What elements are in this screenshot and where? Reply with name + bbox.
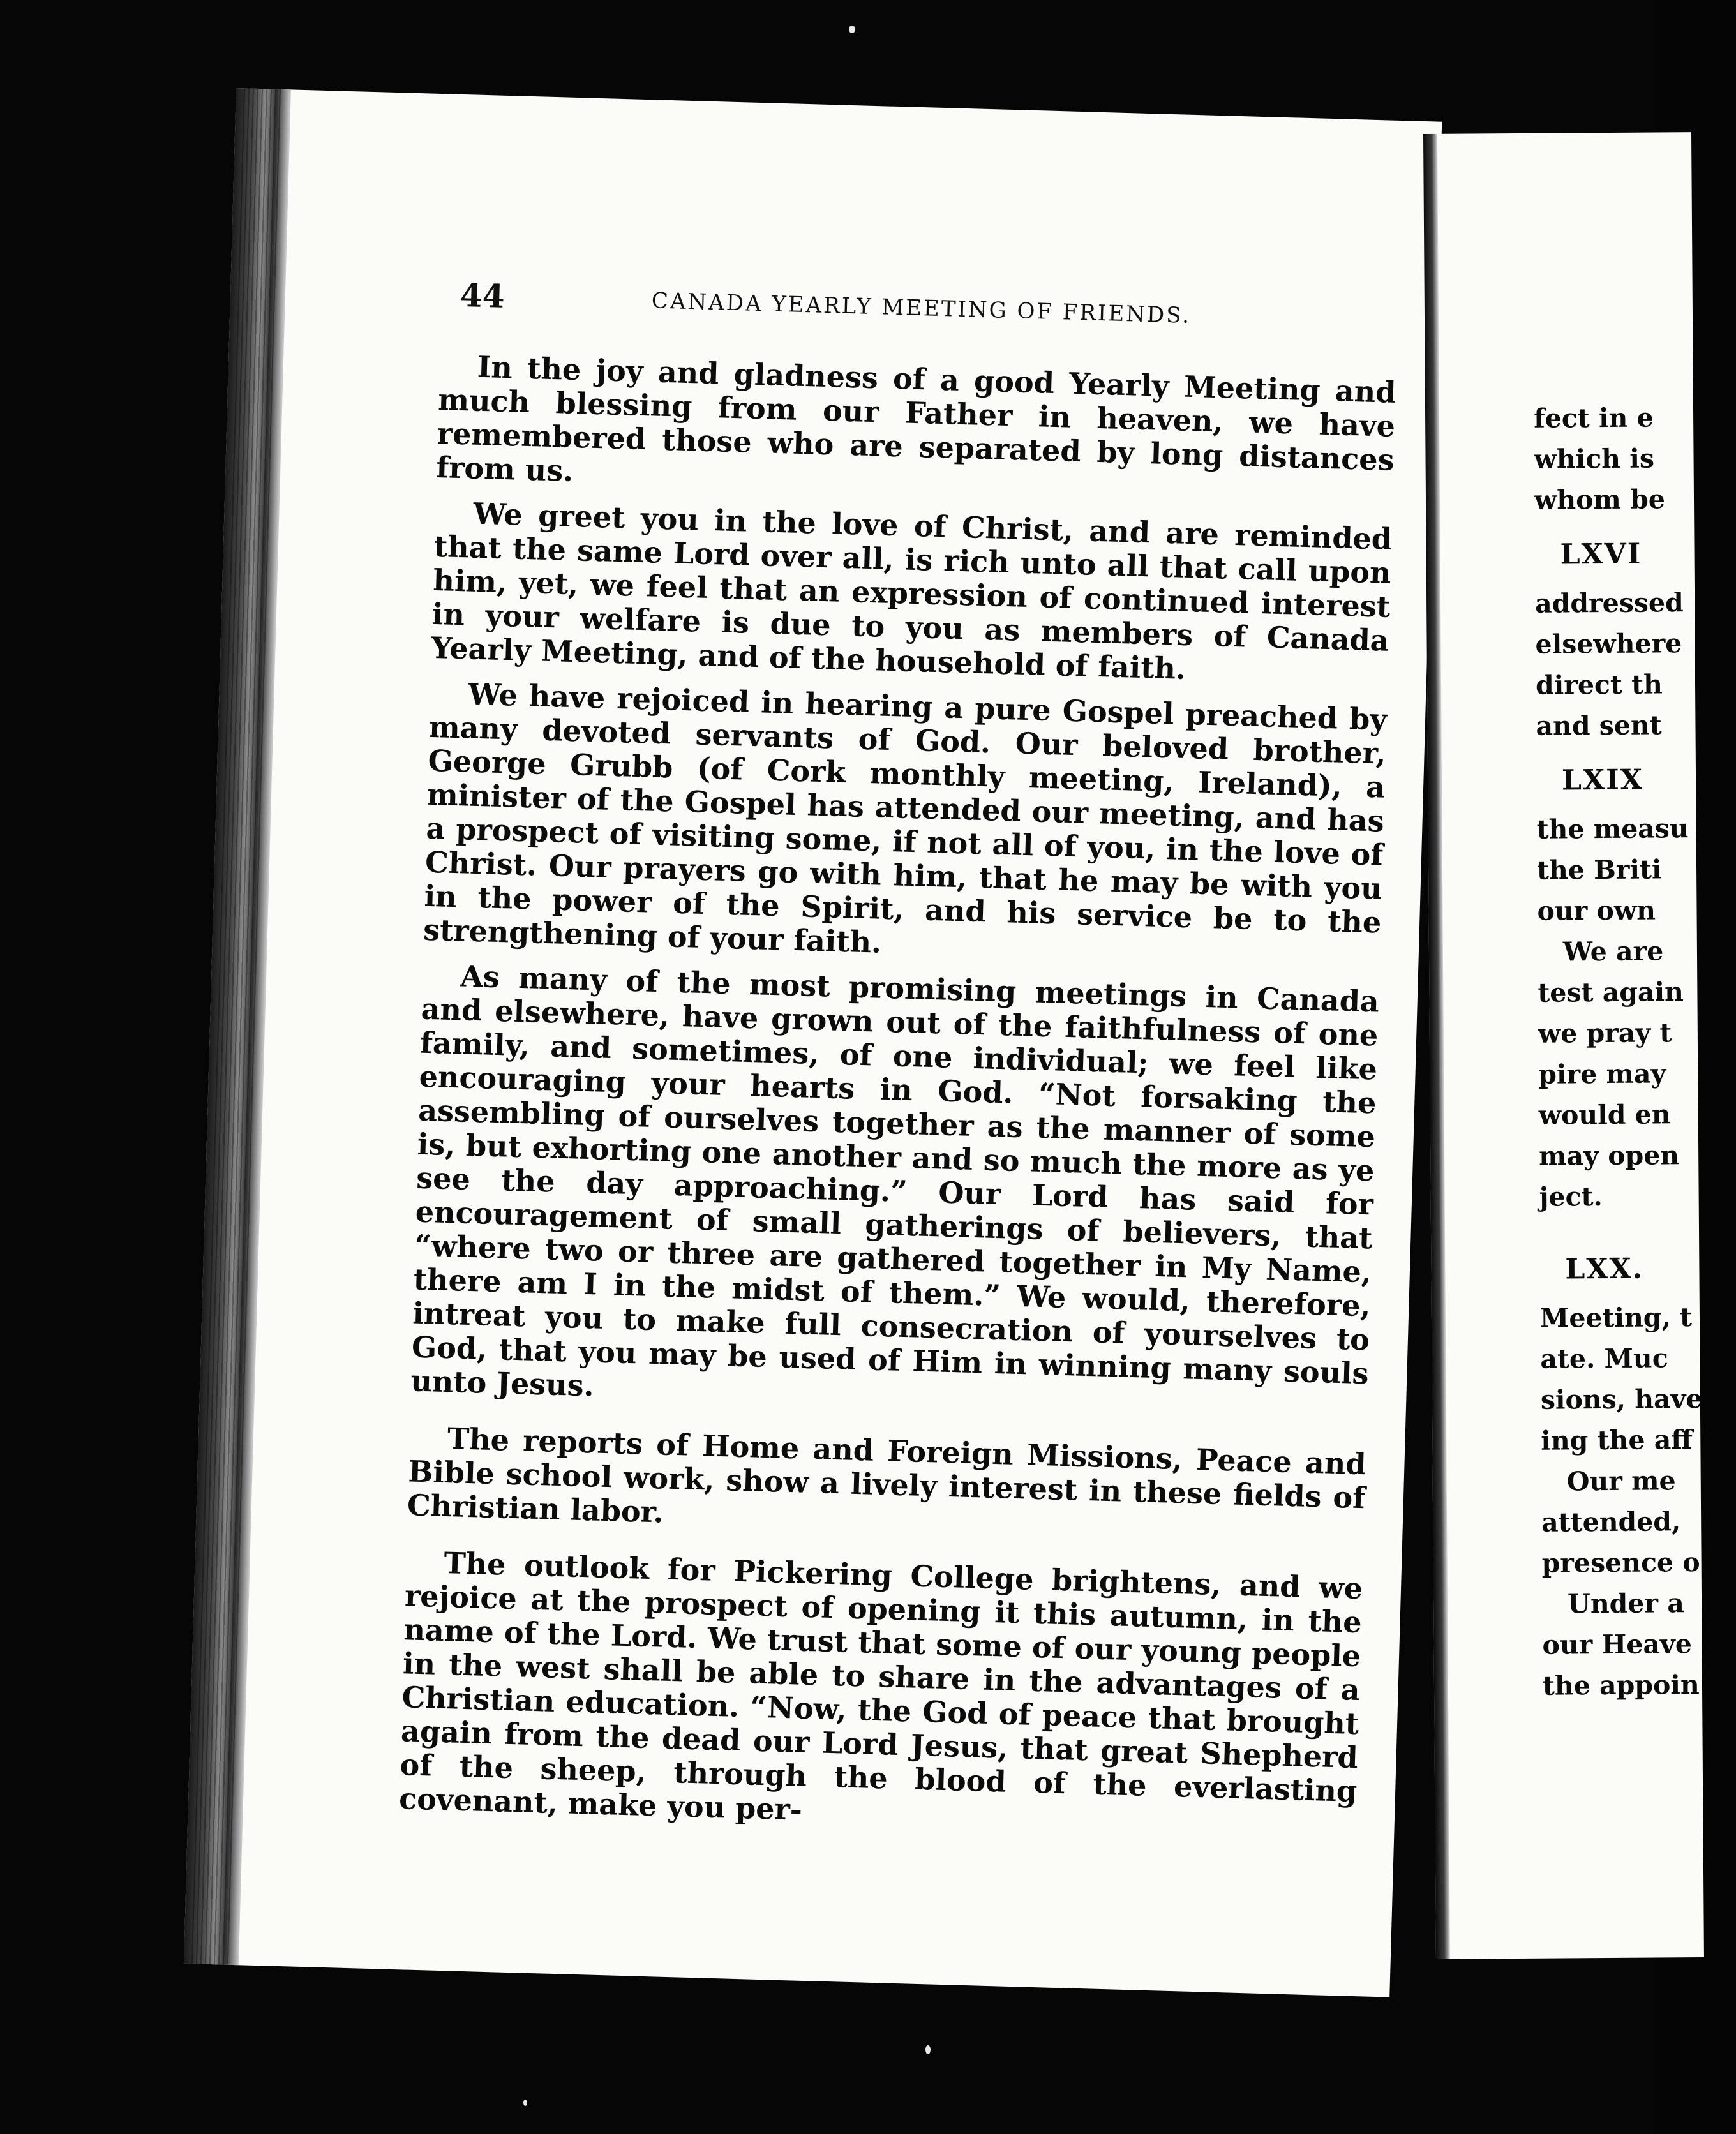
body-text — [398, 349, 1396, 1854]
paragraph: The outlook for Pickering College brightens, and we rejoice at the prospect of opening it this autumn, in the name of the Lord. We trust that some of our young people in the west shall be able to share in the advantages of a Christian education. “Now, the God of peace that brought again from the dead our Lord Jesus, that great Shepherd of the sheep, through the blood of the everlasting covenant, make you per- — [398, 1546, 1363, 1827]
text-line: may open — [1539, 1140, 1680, 1172]
right-page — [1423, 132, 1704, 1959]
text-line: Under a — [1567, 1588, 1685, 1620]
paragraph: The reports of Home and Foreign Missions, Peace and Bible school work, show a lively interest in these fields of Christian labor. — [407, 1421, 1367, 1530]
text-line: ing the aff — [1541, 1424, 1693, 1456]
text-line: addressed — [1534, 587, 1684, 619]
text-line: ate. Muc — [1540, 1343, 1668, 1375]
section-heading: LXVI — [1560, 537, 1642, 571]
text-line: which is — [1534, 443, 1655, 475]
text-line: our Heave — [1542, 1629, 1693, 1660]
text-line: would en — [1538, 1099, 1671, 1131]
text-line: and sent — [1536, 710, 1662, 742]
section-heading: LXX. — [1565, 1252, 1644, 1286]
text-line: fect in e — [1533, 402, 1654, 434]
text-line: Our me — [1566, 1465, 1676, 1497]
header-title: CANADA YEARLY MEETING OF FRIENDS. — [651, 288, 1192, 329]
dust-speck — [523, 2100, 527, 2106]
text-line: direct th — [1535, 669, 1663, 701]
text-line: whom be — [1534, 484, 1666, 516]
paragraph: In the joy and gladness of a good Yearly Meeting and much blessing from our Father in heaven, we have remembered those who are separated by long distances from us. — [435, 349, 1397, 488]
page-gutter — [1423, 134, 1450, 1959]
text-line: Meeting, t — [1539, 1302, 1693, 1334]
running-head — [460, 276, 1443, 342]
text-line: ject. — [1539, 1181, 1603, 1212]
text-line: test again — [1538, 976, 1684, 1008]
text-line: We are — [1562, 936, 1664, 967]
text-line: the measu — [1536, 813, 1689, 845]
dust-speck — [925, 2045, 931, 2054]
right-page-text — [1534, 397, 1734, 1706]
text-line: presence o — [1541, 1547, 1700, 1579]
dust-speck — [849, 26, 855, 33]
left-page — [184, 88, 1442, 1997]
text-line: we pray t — [1538, 1017, 1672, 1049]
page-number: 44 — [460, 276, 505, 315]
text-line: pire may — [1538, 1058, 1666, 1090]
text-line: sions, have — [1540, 1383, 1703, 1415]
text-line: the appoin — [1542, 1669, 1700, 1701]
section-heading: LXIX — [1561, 763, 1644, 797]
paragraph: We have rejoiced in hearing a pure Gospel preached by many devoted servants of God. Our beloved brother, George Grubb (of Cork monthly meeting, Ireland), a minister of the Gospel has attended our meeting, and has a prospect of visiting some, if not all of you, in the love of Christ. Our prayers go with him, that he may be with you in the power of the Spirit, and his service be to the strengthening of your faith. — [423, 676, 1388, 960]
text-line: elsewhere — [1535, 628, 1682, 660]
text-line: the Briti — [1536, 854, 1662, 886]
text-line: our own — [1537, 895, 1656, 927]
paragraph: As many of the most promising meetings in Canada and elsewhere, have grown out of the faithfulness of one family, and sometimes, of one individual; we feel like encouraging your hearts in God. “Not forsaking the assembling of ourselves together as the manner of some is, but exhorting one another and so much the more as ye see the day approaching.” Our Lord has said for encouragement of small gatherings of believers, that “where two or three are gathered together in My Name, there am I in the midst of them.” We would, therefore, intreat you to make full consecration of yourselves to God, that you may be used of Him in winning many souls unto Jesus. — [410, 959, 1380, 1403]
page-edge-lines — [191, 88, 282, 1965]
paragraph: We greet you in the love of Christ, and are reminded that the same Lord over all, is rich unto all that call upon him, yet, we feel that an expression of continued interest in your welfare is due to you as members of Canada Yearly Meeting, and of the household of faith. — [430, 496, 1393, 686]
text-line: attended, — [1541, 1506, 1681, 1538]
